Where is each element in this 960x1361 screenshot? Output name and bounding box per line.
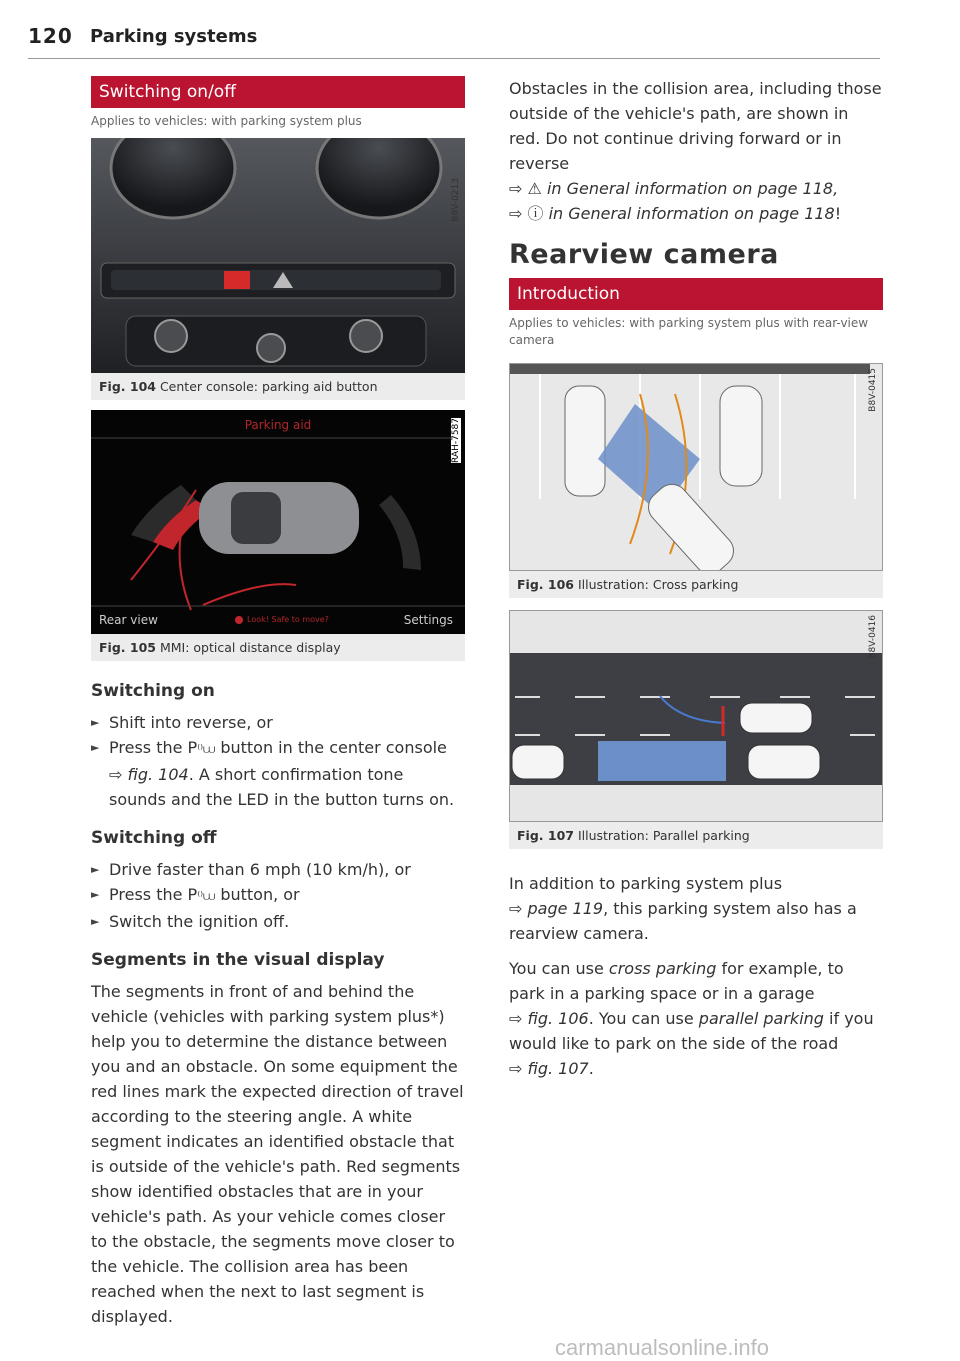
ref-fig-104[interactable]: fig. 104 — [127, 765, 189, 784]
cross-parking-illustration — [510, 364, 882, 570]
figure-106 — [509, 363, 883, 598]
figure-106-caption — [509, 571, 883, 598]
heading-rearview-camera: Rearview camera — [509, 239, 779, 270]
bullet-drive-faster: ► Drive faster than 6 mph (10 km/h), or — [91, 860, 411, 879]
ref-general-info-warning[interactable]: in General information on page 118, — [546, 179, 839, 198]
figure-107 — [509, 610, 883, 849]
bullet-shift-reverse: ► Shift into reverse, or — [91, 713, 273, 732]
obstacles-paragraph: Obstacles in the collision area, including those outside of the vehicle's path, are shown in red. Do not continue driving forward or in reverse ⇨ ⚠ in General information on page 118, ⇨ ⓘ in General information on page 118! — [509, 79, 882, 223]
figure-107-text: Illustration: Parallel parking — [577, 828, 750, 843]
ref-general-info-note[interactable]: in General information on page 118 — [548, 204, 835, 223]
mmi-settings[interactable]: Settings — [403, 613, 453, 627]
paragraph-addition: In addition to parking system plus ⇨ page 119, this parking system also has a rearview camera. — [509, 874, 857, 943]
figure-107-caption — [509, 822, 883, 849]
figure-105-code: RAH-7587 — [451, 418, 461, 463]
figure-104-caption — [91, 373, 465, 400]
figure-104-label: Fig. 104 — [99, 379, 156, 394]
bullet-press-button-off: ► Press the P⁽⁾⩊ button, or — [91, 885, 300, 904]
ref-fig-106[interactable]: fig. 106 — [527, 1009, 589, 1028]
figure-105-caption — [91, 634, 465, 661]
cross-parking-image — [509, 363, 883, 571]
segments-body: The segments in front of and behind the vehicle (vehicles with parking system plus*) help you to determine the distance between you and an obstacle. On some equipment the red lines mark the expected direction of travel according to the steering angle. A white segment indicates an identified obstacle that is outside of the vehicle's path. Red segments show identified obstacles that are in your vehicle's path. As your vehicle comes closer to the obstacle, the segments move closer to the vehicle. The collision area has been reached when the next to last segment is displayed. — [91, 982, 464, 1326]
watermark: carmanualsonline.info — [555, 1335, 770, 1360]
figure-104 — [91, 138, 465, 400]
figure-106-code: B8V-0415 — [868, 368, 878, 412]
parallel-parking-illustration — [510, 611, 882, 821]
mmi-screen-title: Parking aid — [244, 418, 312, 432]
mmi-rear-view[interactable]: Rear view — [99, 613, 158, 627]
figure-105-text: MMI: optical distance display — [159, 640, 341, 655]
applies-note-camera: Applies to vehicles: with parking system plus with rear-view camera — [509, 316, 869, 347]
page-header — [28, 24, 880, 59]
paragraph-cross-parallel: You can use cross parking for example, to park in a parking space or in a garage ⇨ fig. 106. You can use parallel parking if you would like to park on the side of the road ⇨ fig. 107. — [509, 959, 874, 1078]
figure-105 — [91, 410, 465, 661]
center-console-illustration — [91, 138, 465, 373]
bullet-ignition-off: ► Switch the ignition off. — [91, 912, 290, 931]
warning-icon: ⚠ — [527, 179, 542, 198]
figure-104-text: Center console: parking aid button — [159, 379, 378, 394]
center-console-image — [91, 138, 465, 373]
figure-107-code: B8V-0416 — [868, 615, 878, 659]
figure-106-label: Fig. 106 — [517, 577, 574, 592]
figure-106-text: Illustration: Cross parking — [577, 577, 739, 592]
heading-segments: Segments in the visual display — [91, 950, 385, 970]
parallel-parking-image — [509, 610, 883, 822]
page-title: Parking systems — [90, 26, 258, 47]
bullet-press-button: ► Press the P⁽⁾⩊ button in the center console ⇨ fig. 104. A short confirmation tone sounds and the LED in the button turns on. — [91, 738, 455, 809]
figure-105-label: Fig. 105 — [99, 640, 156, 655]
page-number: 120 — [28, 24, 73, 48]
heading-switching-on: Switching on — [91, 681, 215, 701]
heading-switching-off: Switching off — [91, 828, 217, 848]
figure-104-code: B8V-0213 — [451, 178, 461, 222]
mmi-warning-text: Look! Safe to move? — [247, 615, 329, 624]
note-icon: ⓘ — [527, 204, 544, 223]
ref-page-119[interactable]: page 119 — [527, 899, 604, 918]
ref-fig-107[interactable]: fig. 107 — [527, 1059, 589, 1078]
applies-note: Applies to vehicles: with parking system plus — [91, 114, 362, 128]
mmi-display-image — [91, 410, 465, 634]
mmi-distance-display — [91, 410, 465, 634]
section-title-switching: Switching on/off — [91, 76, 465, 108]
right-column — [509, 76, 883, 1081]
figure-107-label: Fig. 107 — [517, 828, 574, 843]
left-column — [91, 76, 465, 1329]
section-title-introduction: Introduction — [509, 278, 883, 310]
